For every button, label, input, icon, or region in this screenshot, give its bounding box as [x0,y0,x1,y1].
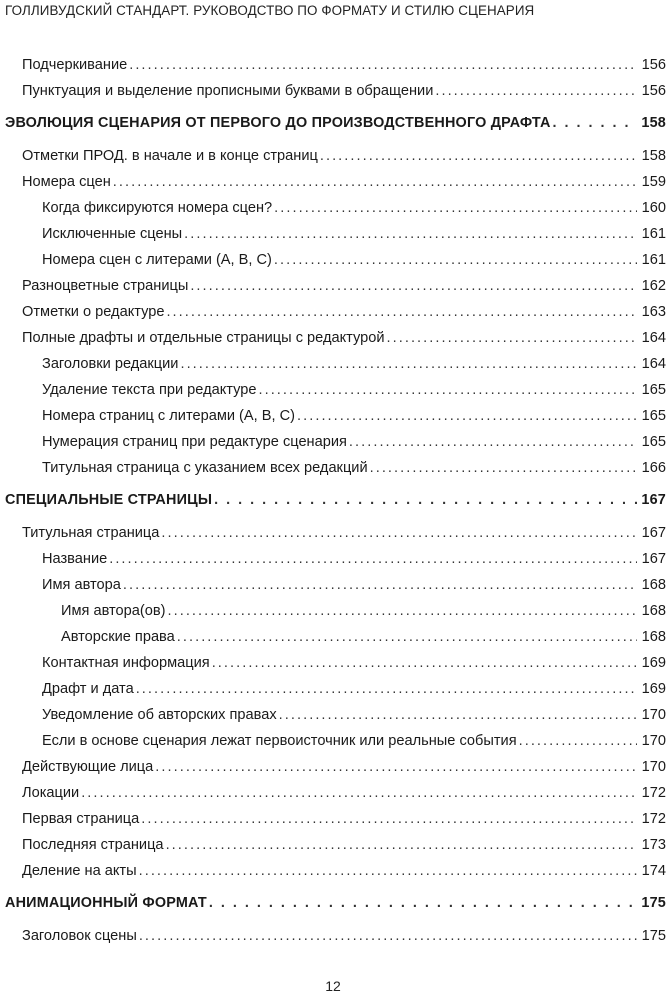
dot-leader [180,356,637,372]
toc-entry[interactable] [0,83,666,109]
running-head: ГОЛЛИВУДСКИЙ СТАНДАРТ. РУКОВОДСТВО ПО ФОРМАТУ И СТИЛЮ СЦЕНАРИЯ [5,3,535,18]
toc-entry-title: Уведомление об авторских правах [42,707,277,723]
toc-entry-title: Титульная страница с указанием всех редакций [42,460,368,476]
toc-entry-page: 162 [641,278,666,294]
dot-leader [370,460,637,476]
dot-leader [141,811,637,827]
dot-leader [129,57,637,73]
toc-entry-page: 161 [641,252,666,268]
toc-entry-page: 168 [641,577,666,593]
toc-entry-page: 159 [641,174,666,190]
toc-entry[interactable] [0,811,666,837]
toc-entry[interactable] [0,434,666,460]
dot-leader [109,551,637,567]
toc-entry-page: 158 [641,115,666,131]
toc-section-heading[interactable] [0,115,666,146]
toc-entry[interactable] [0,551,666,577]
toc-entry-page: 167 [641,551,666,567]
toc-entry-title: Локации [22,785,80,801]
toc-entry-title: Драфт и дата [42,681,134,697]
toc-entry[interactable] [0,759,666,785]
toc-entry-title: Нумерация страниц при редактуре сценария [42,434,347,450]
toc-entry[interactable] [0,837,666,863]
toc-entry-page: 160 [641,200,666,216]
dot-leader [155,759,637,775]
toc-entry-title: Номера сцен [22,174,111,190]
toc-entry-title: ЭВОЛЮЦИЯ СЦЕНАРИЯ ОТ ПЕРВОГО ДО ПРОИЗВОДСТВЕННОГО ДРАФТА [5,115,551,131]
toc-entry-title: Если в основе сценария лежат первоисточник или реальные события [42,733,517,749]
toc-entry-title: Первая страница [22,811,140,827]
dot-leader [214,492,637,508]
toc-entry-page: 170 [641,707,666,723]
toc-entry[interactable] [0,603,666,629]
toc-entry[interactable] [0,148,666,174]
toc-entry-title: Полные драфты и отдельные страницы с редактурой [22,330,385,346]
toc-entry-page: 169 [641,655,666,671]
toc-entry-page: 156 [641,57,666,73]
toc-entry-title: Подчеркивание [22,57,128,73]
dot-leader [168,603,638,619]
dot-leader [320,148,637,164]
toc-section-heading[interactable] [0,895,666,926]
dot-leader [136,681,637,697]
dot-leader [190,278,637,294]
toc-entry-title: Отметки ПРОД. в начале и в конце страниц [22,148,318,164]
toc-entry-title: Имя автора(ов) [61,603,166,619]
toc-entry-title: Когда фиксируются номера сцен? [42,200,273,216]
toc-entry[interactable] [0,382,666,408]
toc-entry-page: 173 [641,837,666,853]
toc-entry-page: 174 [641,863,666,879]
toc-entry-title: Разноцветные страницы [22,278,189,294]
toc-entry[interactable] [0,928,666,954]
toc-entry-page: 168 [641,603,666,619]
dot-leader [297,408,637,424]
toc-entry-title: Действующие лица [22,759,154,775]
toc-entry-title: Название [42,551,108,567]
toc-entry-page: 170 [641,759,666,775]
toc-entry[interactable] [0,707,666,733]
toc-entry-title: АНИМАЦИОННЫЙ ФОРМАТ [5,895,207,911]
toc-entry-page: 156 [641,83,666,99]
toc-entry-page: 172 [641,811,666,827]
toc-entry[interactable] [0,681,666,707]
dot-leader [258,382,637,398]
dot-leader [212,655,637,671]
toc-section-heading[interactable] [0,492,666,523]
toc-entry-title: Контактная информация [42,655,210,671]
toc-entry-page: 167 [641,492,666,508]
dot-leader [166,837,637,853]
toc-entry-page: 167 [641,525,666,541]
toc-entry[interactable] [0,525,666,551]
toc-entry[interactable] [0,655,666,681]
dot-leader [274,200,637,216]
toc-entry-title: Исключенные сцены [42,226,183,242]
toc-entry-page: 165 [641,408,666,424]
toc-entry-title: Отметки о редактуре [22,304,165,320]
toc-entry[interactable] [0,304,666,330]
toc-entry[interactable] [0,408,666,434]
dot-leader [387,330,637,346]
toc-entry-title: СПЕЦИАЛЬНЫЕ СТРАНИЦЫ [5,492,213,508]
toc-entry-page: 165 [641,434,666,450]
dot-leader [123,577,637,593]
toc-entry[interactable] [0,174,666,200]
dot-leader [349,434,637,450]
dot-leader [279,707,637,723]
toc-entry-title: Номера страниц с литерами (A, B, C) [42,408,296,424]
toc-entry-page: 169 [641,681,666,697]
toc-entry-title: Заголовок сцены [22,928,137,944]
toc-entry[interactable] [0,330,666,356]
toc-entry-page: 175 [641,928,666,944]
dot-leader [139,928,637,944]
page-number: 12 [325,978,341,994]
toc-entry-title: Заголовки редакции [42,356,179,372]
toc-entry-page: 164 [641,330,666,346]
toc-entry[interactable] [0,733,666,759]
toc-entry-page: 161 [641,226,666,242]
toc-entry-title: Номера сцен с литерами (A, B, C) [42,252,272,268]
toc-entry-title: Деление на акты [22,863,137,879]
toc-entry[interactable] [0,460,666,486]
dot-leader [184,226,637,242]
toc-entry-title: Последняя страница [22,837,164,853]
table-of-contents [0,57,666,954]
toc-entry-page: 168 [641,629,666,645]
toc-entry[interactable] [0,629,666,655]
toc-entry-title: Имя автора [42,577,121,593]
toc-entry[interactable] [0,226,666,252]
toc-entry-title: Авторские права [61,629,175,645]
toc-entry[interactable] [0,356,666,382]
toc-entry-page: 164 [641,356,666,372]
dot-leader [166,304,637,320]
toc-entry[interactable] [0,252,666,278]
dot-leader [209,895,637,911]
dot-leader [139,863,637,879]
toc-entry-page: 172 [641,785,666,801]
toc-entry-title: Пунктуация и выделение прописными буквами в обращении [22,83,434,99]
toc-entry-page: 166 [641,460,666,476]
dot-leader [553,115,637,131]
dot-leader [81,785,637,801]
toc-entry[interactable] [0,863,666,889]
dot-leader [274,252,637,268]
toc-entry[interactable] [0,57,666,83]
toc-entry[interactable] [0,785,666,811]
toc-entry-title: Титульная страница [22,525,160,541]
dot-leader [177,629,637,645]
dot-leader [519,733,637,749]
dot-leader [435,83,637,99]
toc-entry-page: 163 [641,304,666,320]
toc-entry-page: 158 [641,148,666,164]
toc-entry-page: 165 [641,382,666,398]
toc-entry[interactable] [0,200,666,226]
dot-leader [113,174,637,190]
toc-entry-title: Удаление текста при редактуре [42,382,257,398]
toc-entry-page: 170 [641,733,666,749]
toc-entry[interactable] [0,278,666,304]
dot-leader [161,525,637,541]
toc-entry[interactable] [0,577,666,603]
toc-entry-page: 175 [641,895,666,911]
